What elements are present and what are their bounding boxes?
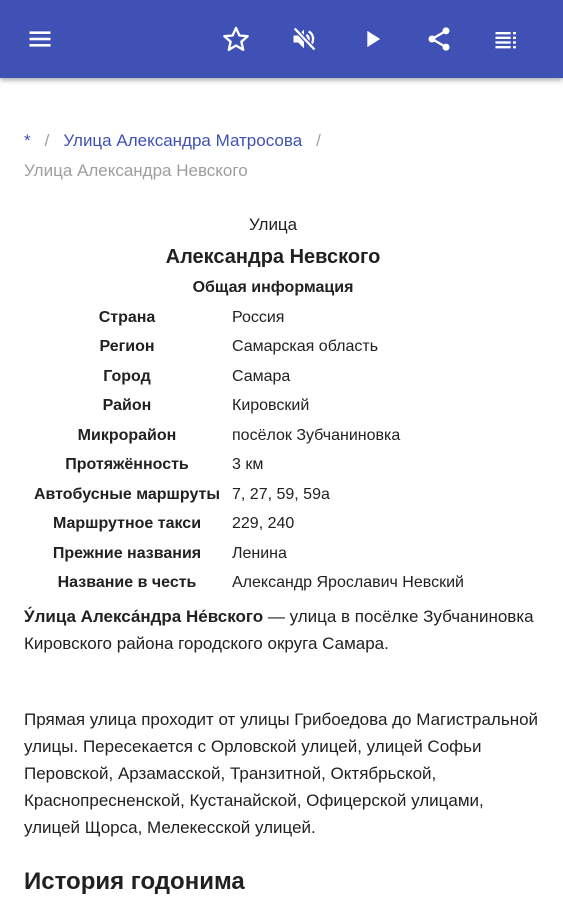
infobox <box>22 210 542 598</box>
infobox-label: Протяжённость <box>65 456 189 474</box>
article-paragraph: Прямая улица проходит от улицы Грибоедова до Магистральной улицы. Пересекается с Орловской улицей, улицей Софьи Перовской, Арзамасской, Транзитной, Октябрьской, Краснопресненской, Кустанайской, Офицерской улицами, улицей Щорса, Мелекесской улицей. <box>24 710 539 837</box>
infobox-value: 229, 240 <box>232 515 295 533</box>
infobox-value: 7, 27, 59, 59а <box>232 485 330 503</box>
breadcrumb-parent-link[interactable]: Улица Александра Матросова <box>63 131 303 150</box>
breadcrumb-current: Улица Александра Невского <box>24 161 248 180</box>
infobox-row <box>22 303 464 333</box>
share-icon <box>425 25 453 53</box>
infobox-value: 3 км <box>232 456 264 474</box>
infobox-value[interactable]: Кировский <box>232 397 310 415</box>
article-paragraph <box>24 603 544 657</box>
infobox-row <box>22 539 464 569</box>
infobox-table <box>22 303 464 598</box>
breadcrumb <box>24 126 544 186</box>
app-bar <box>0 0 563 78</box>
contents-button[interactable] <box>486 19 526 59</box>
infobox-label: Прежние названия <box>52 544 202 562</box>
infobox-value[interactable]: Самарская область <box>232 338 379 356</box>
infobox-row <box>22 362 464 392</box>
infobox-value[interactable]: Александр Ярославич Невский <box>232 574 464 592</box>
infobox-label: Микрорайон <box>77 426 177 444</box>
infobox-row <box>22 451 464 481</box>
infobox-pre-title: Улица <box>248 215 298 234</box>
menu-icon <box>26 25 54 53</box>
infobox-row <box>22 510 464 540</box>
infobox-label: Автобусные маршруты <box>33 485 221 503</box>
section-heading: История годонима <box>24 868 245 895</box>
toc-icon <box>492 25 520 53</box>
breadcrumb-separator: / <box>44 131 50 150</box>
share-button[interactable] <box>419 19 459 59</box>
infobox-section-header: Общая информация <box>192 279 354 296</box>
mute-button[interactable] <box>284 19 324 59</box>
favorite-button[interactable] <box>216 19 256 59</box>
infobox-label: Маршрутное такси <box>52 515 202 533</box>
play-button[interactable] <box>352 19 392 59</box>
infobox-row <box>22 480 464 510</box>
article-content <box>0 78 563 900</box>
infobox-label: Регион <box>99 338 155 356</box>
infobox-value: Ленина <box>232 544 287 562</box>
play-icon <box>358 25 386 53</box>
infobox-label: Район <box>102 397 152 415</box>
menu-button[interactable] <box>20 19 60 59</box>
infobox-label: Город <box>103 367 151 385</box>
infobox-row <box>22 421 464 451</box>
infobox-title: Александра Невского <box>165 246 381 268</box>
breadcrumb-separator: / <box>316 131 321 150</box>
infobox-label: Название в честь <box>57 574 197 592</box>
article-paragraph-text: — улица в посёлке Зубчаниновка Кировского района городского округа Самара. <box>24 607 534 653</box>
infobox-row <box>22 569 464 599</box>
infobox-label: Страна <box>98 308 156 326</box>
infobox-value[interactable]: Россия <box>232 308 285 326</box>
infobox-row <box>22 392 464 422</box>
infobox-value[interactable]: Самара <box>232 367 291 385</box>
article-lead-term: У́лица Алекса́ндра Не́вского <box>24 607 264 626</box>
infobox-row <box>22 333 464 363</box>
breadcrumb-home-link[interactable]: * <box>24 131 31 150</box>
star-icon <box>222 25 250 53</box>
volume-off-icon <box>290 25 318 53</box>
infobox-value[interactable]: посёлок Зубчаниновка <box>232 426 401 444</box>
